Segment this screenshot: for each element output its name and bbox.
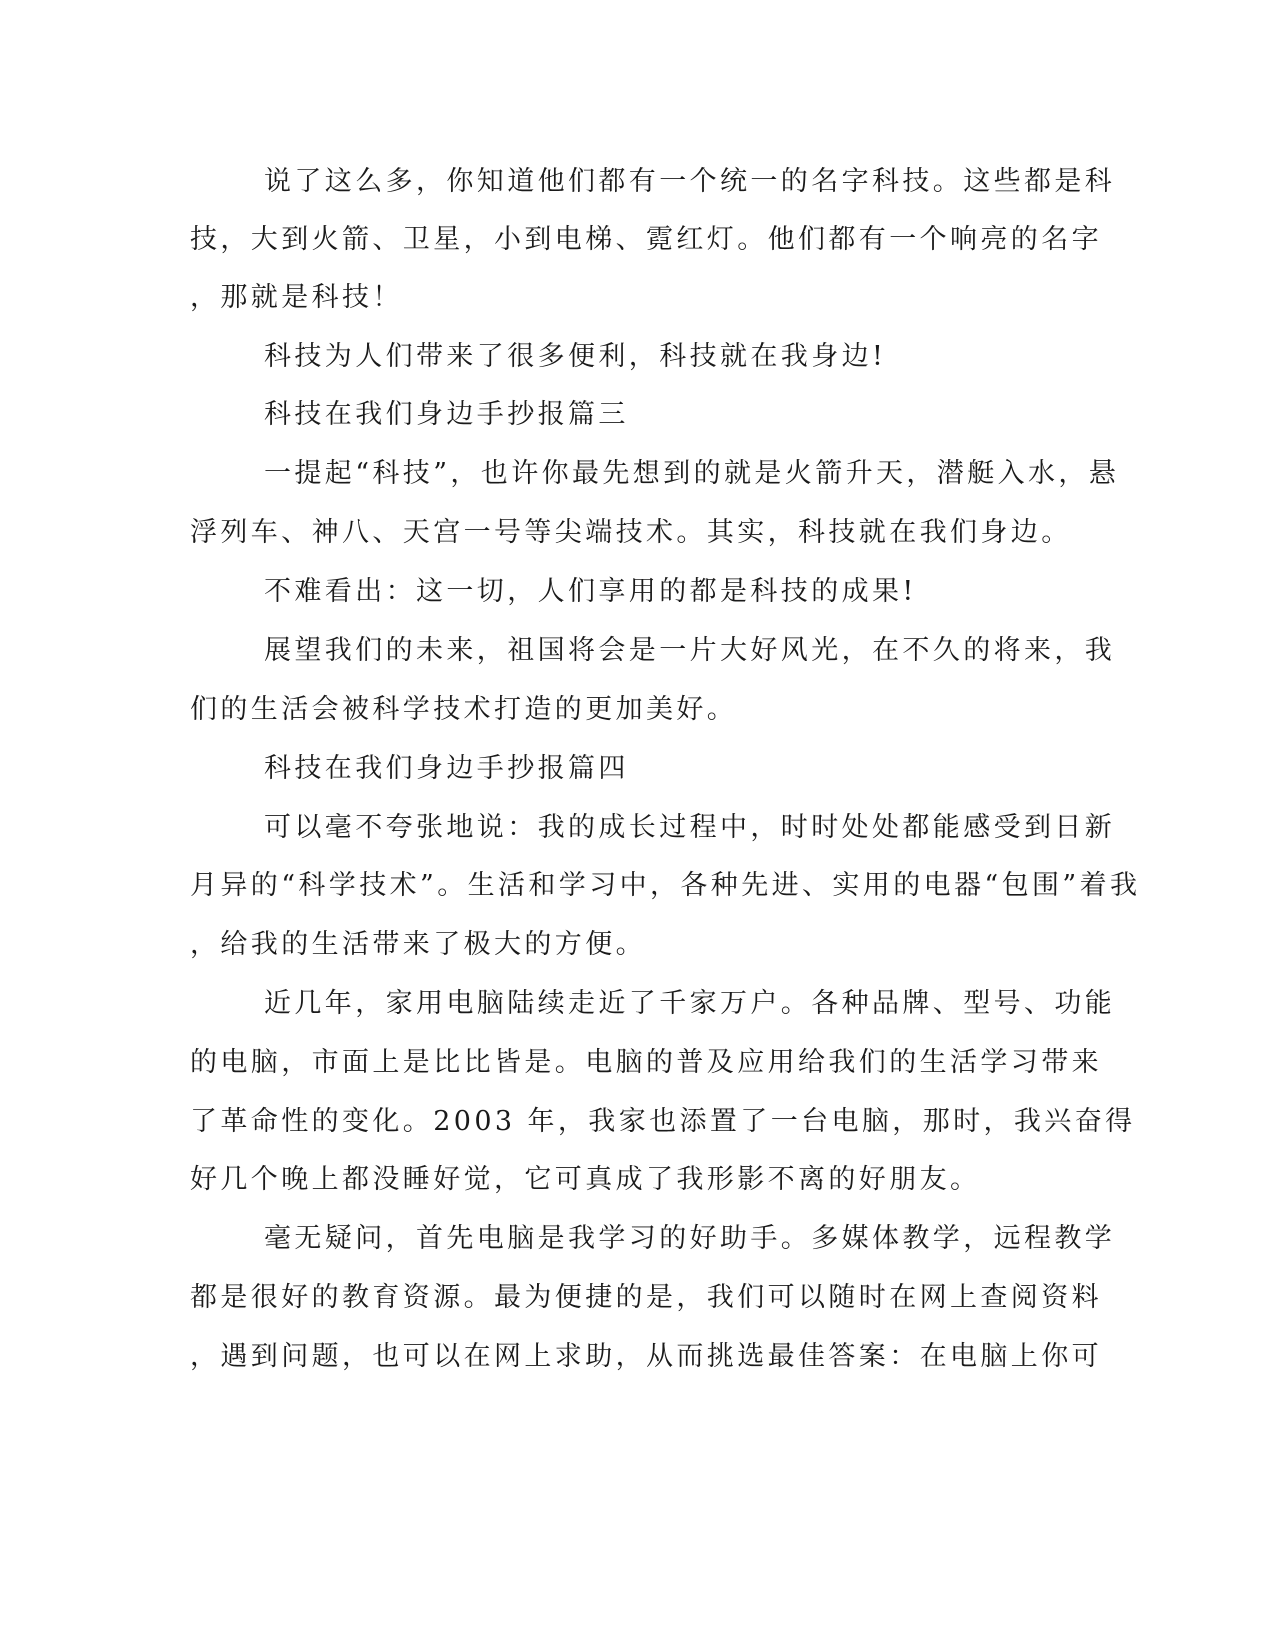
paragraph-line: 好几个晚上都没睡好觉，它可真成了我形影不离的好朋友。 bbox=[190, 1164, 981, 1195]
paragraph-line: 技，大到火箭、卫星，小到电梯、霓红灯。他们都有一个响亮的名字 bbox=[190, 224, 1102, 255]
paragraph-line: 都是很好的教育资源。最为便捷的是，我们可以随时在网上查阅资料 bbox=[190, 1282, 1102, 1313]
paragraph-line: 展望我们的未来，祖国将会是一片大好风光，在不久的将来，我 bbox=[264, 635, 1116, 666]
paragraph-line: 了革命性的变化。2003 年，我家也添置了一台电脑，那时，我兴奋得 bbox=[190, 1106, 1136, 1137]
paragraph-line: 可以毫不夸张地说：我的成长过程中，时时处处都能感受到日新 bbox=[264, 812, 1116, 843]
paragraph-line: 科技为人们带来了很多便利，科技就在我身边! bbox=[264, 341, 887, 372]
paragraph-line: 月异的“科学技术”。生活和学习中，各种先进、实用的电器“包围”着我 bbox=[190, 870, 1141, 901]
paragraph-line: 浮列车、神八、天宫一号等尖端技术。其实，科技就在我们身边。 bbox=[190, 517, 1072, 548]
paragraph-line: 近几年，家用电脑陆续走近了千家万户。各种品牌、型号、功能 bbox=[264, 988, 1116, 1019]
section-heading: 科技在我们身边手抄报篇三 bbox=[264, 399, 629, 430]
paragraph-line: 毫无疑问，首先电脑是我学习的好助手。多媒体教学，远程教学 bbox=[264, 1223, 1116, 1254]
section-heading: 科技在我们身边手抄报篇四 bbox=[264, 753, 629, 784]
paragraph-line: ，那就是科技！ bbox=[190, 282, 403, 313]
paragraph-line: ，给我的生活带来了极大的方便。 bbox=[190, 929, 646, 960]
paragraph-line: 不难看出：这一切，人们享用的都是科技的成果! bbox=[264, 576, 917, 607]
paragraph-line: 的电脑，市面上是比比皆是。电脑的普及应用给我们的生活学习带来 bbox=[190, 1047, 1102, 1078]
paragraph-line: 们的生活会被科学技术打造的更加美好。 bbox=[190, 694, 738, 725]
paragraph-line: 一提起“科技”，也许你最先想到的就是火箭升天，潜艇入水，悬 bbox=[264, 458, 1120, 489]
paragraph-line: ，遇到问题，也可以在网上求助，从而挑选最佳答案：在电脑上你可 bbox=[190, 1341, 1102, 1372]
paragraph-line: 说了这么多，你知道他们都有一个统一的名字科技。这些都是科 bbox=[264, 166, 1116, 197]
